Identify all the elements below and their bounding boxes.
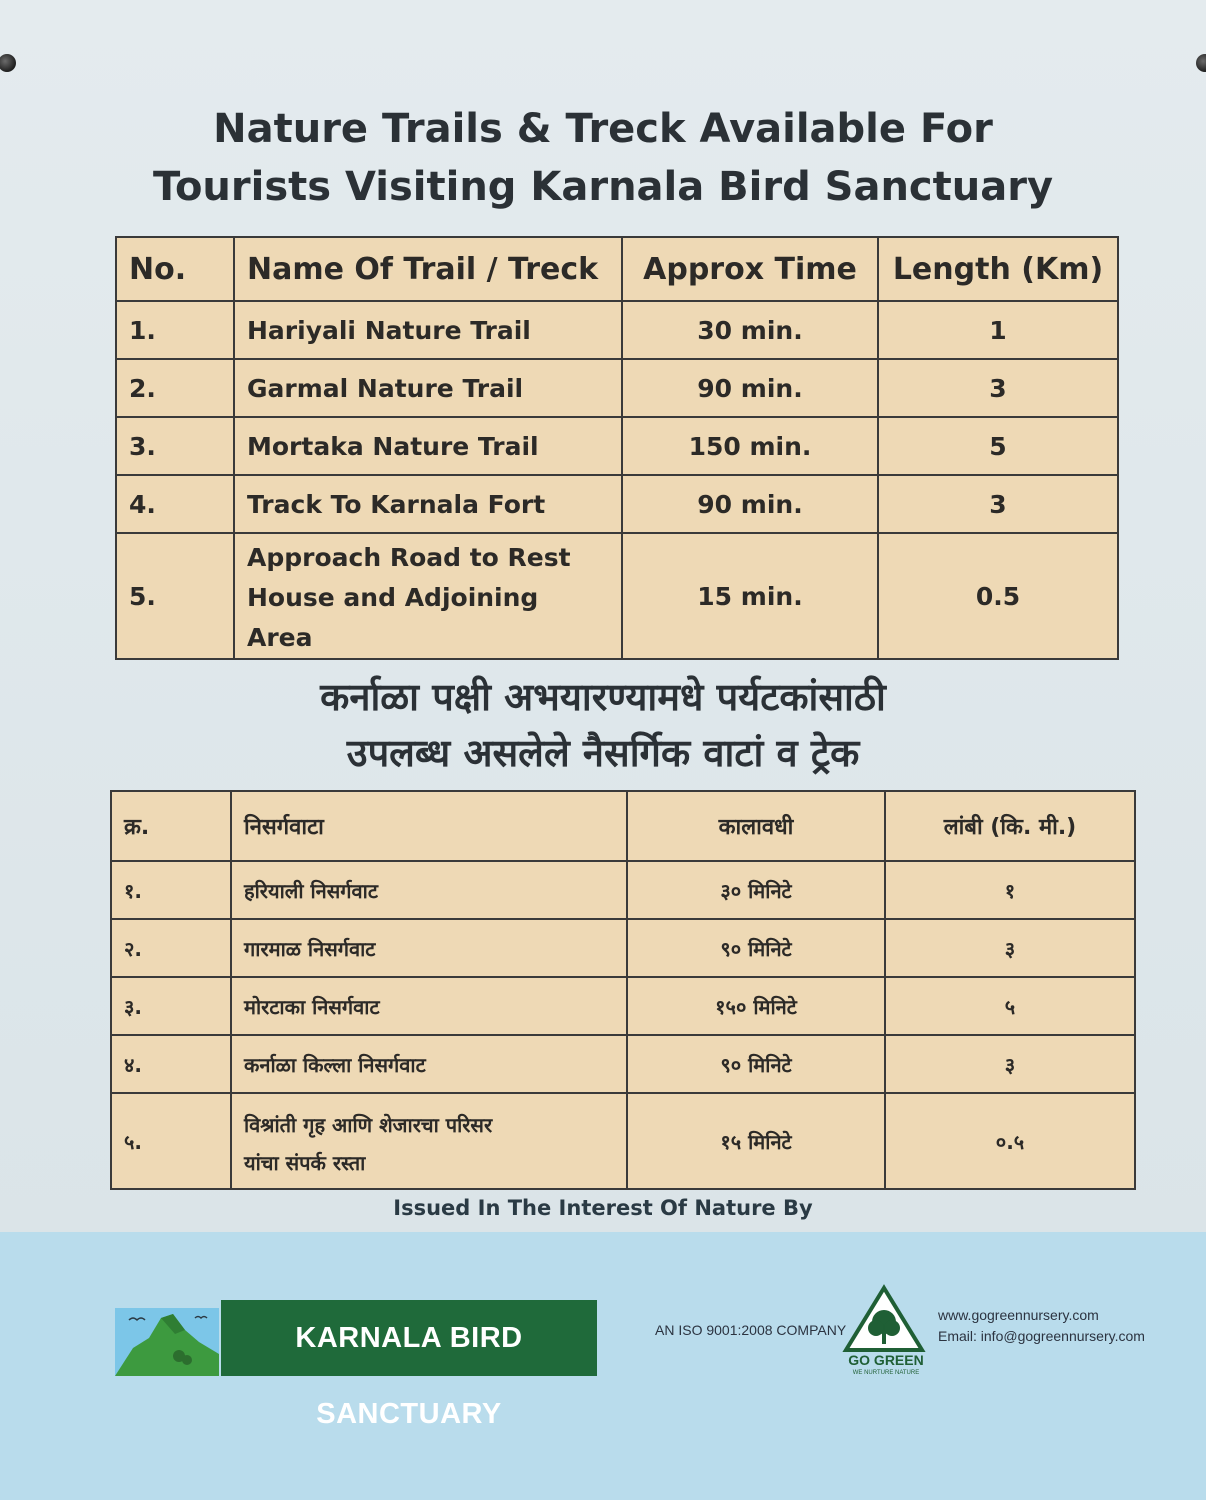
- table-row: [116, 301, 1118, 359]
- row-no: 3.: [116, 417, 234, 475]
- screw-top-left: [0, 54, 16, 72]
- row-length: 0.5: [878, 533, 1118, 659]
- table-row: [111, 919, 1135, 977]
- row-length: ३: [885, 919, 1135, 977]
- table-row: [111, 977, 1135, 1035]
- sanctuary-logo-text: KARNALA BIRD SANCTUARY: [221, 1300, 597, 1376]
- row-name: Garmal Nature Trail: [234, 359, 622, 417]
- table-row: [111, 861, 1135, 919]
- row-no: 1.: [116, 301, 234, 359]
- row-length: 3: [878, 475, 1118, 533]
- row-no: २.: [111, 919, 231, 977]
- row-name-line2: House and Adjoining Area: [247, 583, 539, 652]
- row-time: १५० मिनिटे: [627, 977, 885, 1035]
- header-no: क्र.: [111, 791, 231, 861]
- header-length: Length (Km): [878, 237, 1118, 301]
- english-title-line1: Nature Trails & Treck Available For: [213, 106, 993, 152]
- header-name: निसर्गवाटा: [231, 791, 627, 861]
- iso-text: AN ISO 9001:2008 COMPANY: [655, 1322, 847, 1338]
- header-length: लांबी (कि. मी.): [885, 791, 1135, 861]
- table-header-row: [116, 237, 1118, 301]
- row-time: 15 min.: [622, 533, 878, 659]
- row-name: Track To Karnala Fort: [234, 475, 622, 533]
- table-row: [111, 1093, 1135, 1189]
- table-row: [116, 359, 1118, 417]
- header-time: Approx Time: [622, 237, 878, 301]
- row-name-line1: विश्रांती गृह आणि शेजारचा परिसर: [244, 1113, 493, 1137]
- header-name: Name Of Trail / Treck: [234, 237, 622, 301]
- row-no: १.: [111, 861, 231, 919]
- row-name: [234, 533, 622, 659]
- gogreen-tagline: WE NURTURE NATURE: [852, 1370, 920, 1376]
- row-no: ५.: [111, 1093, 231, 1189]
- karnala-logo: [115, 1300, 597, 1430]
- mountain-icon: [115, 1308, 219, 1376]
- row-length: 5: [878, 417, 1118, 475]
- table-row: [111, 1035, 1135, 1093]
- row-name: गारमाळ निसर्गवाट: [231, 919, 627, 977]
- row-name: कर्नाळा किल्ला निसर्गवाट: [231, 1035, 627, 1093]
- row-name: [231, 1093, 627, 1189]
- row-no: 2.: [116, 359, 234, 417]
- row-name-line2: यांचा संपर्क रस्ता: [244, 1151, 366, 1175]
- email-text: Email: info@gogreennursery.com: [938, 1328, 1145, 1344]
- gogreen-name: GO GREEN: [848, 1352, 924, 1368]
- header-no: No.: [116, 237, 234, 301]
- english-trails-table: [115, 236, 1119, 660]
- row-no: 5.: [116, 533, 234, 659]
- screw-top-right: [1196, 54, 1206, 72]
- row-no: 4.: [116, 475, 234, 533]
- row-name: Hariyali Nature Trail: [234, 301, 622, 359]
- row-time: १५ मिनिटे: [627, 1093, 885, 1189]
- table-row: [116, 533, 1118, 659]
- row-time: 30 min.: [622, 301, 878, 359]
- row-length: १: [885, 861, 1135, 919]
- row-time: ३० मिनिटे: [627, 861, 885, 919]
- row-time: 90 min.: [622, 359, 878, 417]
- row-length: 1: [878, 301, 1118, 359]
- table-header-row: [111, 791, 1135, 861]
- row-name: हरियाली निसर्गवाट: [231, 861, 627, 919]
- row-name: मोरटाका निसर्गवाट: [231, 977, 627, 1035]
- marathi-trails-table: [110, 790, 1136, 1190]
- row-length: ५: [885, 977, 1135, 1035]
- english-title-line2: Tourists Visiting Karnala Bird Sanctuary: [152, 164, 1054, 210]
- table-row: [116, 475, 1118, 533]
- row-length: ३: [885, 1035, 1135, 1093]
- marathi-title-line2: उपलब्ध असलेले नैसर्गिक वाटां व ट्रेक: [346, 731, 860, 775]
- row-name-line1: Approach Road to Rest: [247, 543, 571, 572]
- row-length: ०.५: [885, 1093, 1135, 1189]
- issued-by-text: Issued In The Interest Of Nature By: [393, 1196, 813, 1220]
- header-time: कालावधी: [627, 791, 885, 861]
- row-length: 3: [878, 359, 1118, 417]
- row-time: ९० मिनिटे: [627, 1035, 885, 1093]
- row-no: ४.: [111, 1035, 231, 1093]
- row-no: ३.: [111, 977, 231, 1035]
- row-time: ९० मिनिटे: [627, 919, 885, 977]
- row-name: Mortaka Nature Trail: [234, 417, 622, 475]
- row-time: 90 min.: [622, 475, 878, 533]
- website-text: www.gogreennursery.com: [938, 1307, 1099, 1323]
- marathi-title-line1: कर्नाळा पक्षी अभयारण्यामधे पर्यटकांसाठी: [320, 675, 886, 719]
- table-row: [116, 417, 1118, 475]
- row-time: 150 min.: [622, 417, 878, 475]
- contact-info: [938, 1305, 1145, 1347]
